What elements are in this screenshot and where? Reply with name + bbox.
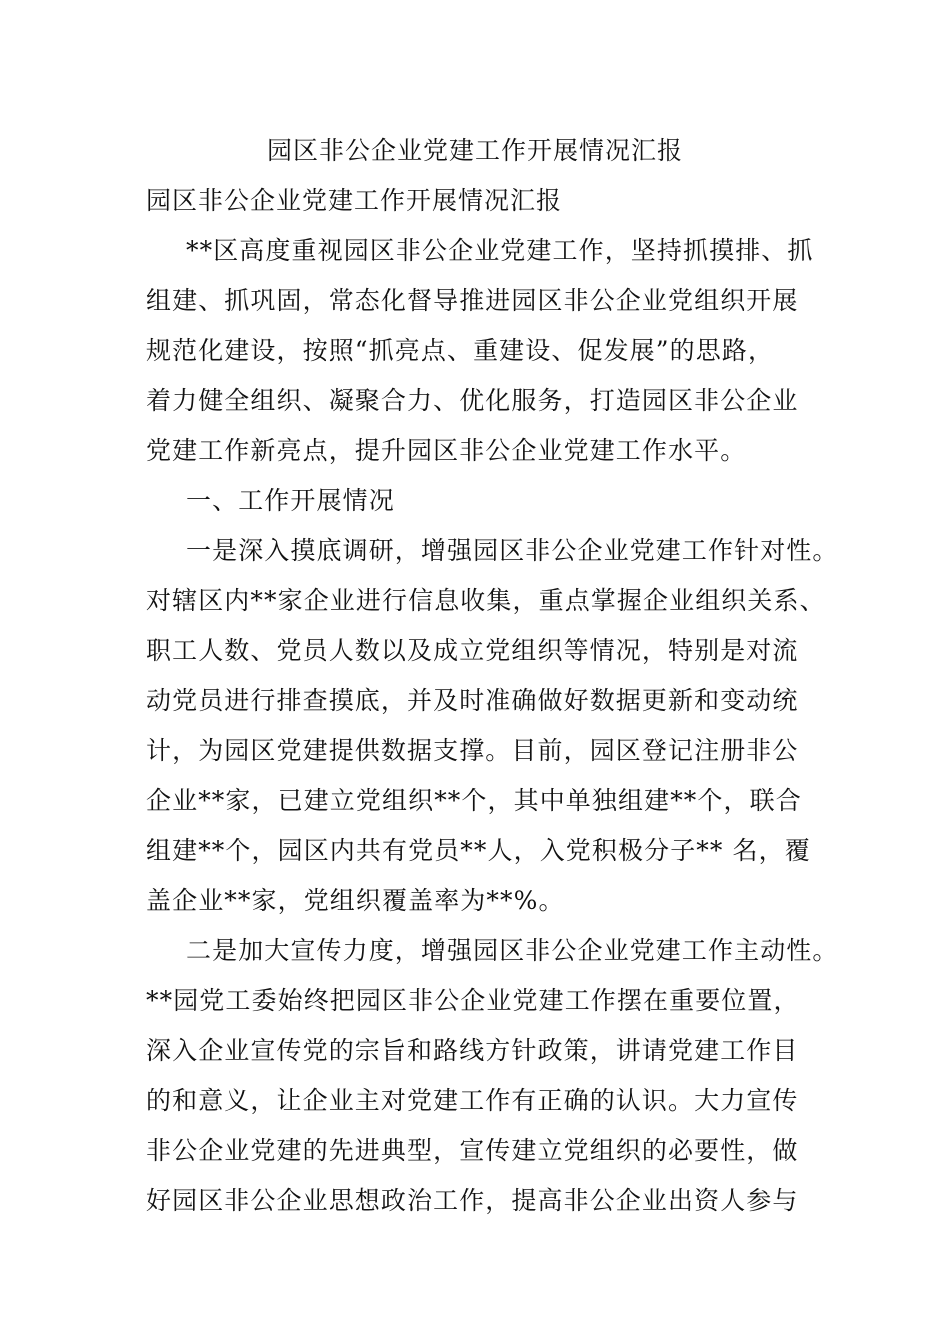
paragraph-line: 好园区非公企业思想政治工作，提高非公企业出资人参与 [146,1186,799,1215]
paragraph-line: **区高度重视园区非公企业党建工作，坚持抓摸排、抓 [186,236,814,265]
paragraph-line: 盖企业**家，党组织覆盖率为**%。 [146,886,565,915]
paragraph-line: 的和意义，让企业主对党建工作有正确的认识。大力宣传 [146,1086,799,1115]
paragraph-line: 深入企业宣传党的宗旨和路线方针政策，讲请党建工作目 [146,1036,799,1065]
paragraph-line: 计，为园区党建提供数据支撑。目前，园区登记注册非公 [146,736,799,765]
paragraph-line: 动党员进行排查摸底，并及时准确做好数据更新和变动统 [146,686,799,715]
paragraph-line: 对辖区内**家企业进行信息收集，重点掌握企业组织关系、 [146,586,826,615]
document-subtitle: 园区非公企业党建工作开展情况汇报 [146,186,563,215]
paragraph-line: 组建**个，园区内共有党员**人，入党积极分子** 名，覆 [146,836,811,865]
paragraph-line: 规范化建设，按照“抓亮点、重建设、促发展”的思路， [146,336,775,365]
paragraph-line: **园党工委始终把园区非公企业党建工作摆在重要位置， [146,986,800,1015]
paragraph-line: 一是深入摸底调研，增强园区非公企业党建工作针对性。 [186,536,839,565]
paragraph-line: 党建工作新亮点，提升园区非公企业党建工作水平。 [146,436,747,465]
section-heading: 一、工作开展情况 [186,486,395,515]
paragraph-line: 着力健全组织、凝聚合力、优化服务，打造园区非公企业 [146,386,799,415]
paragraph-line: 二是加大宣传力度，增强园区非公企业党建工作主动性。 [186,936,839,965]
paragraph-line: 组建、抓巩固，常态化督导推进园区非公企业党组织开展 [146,286,799,315]
paragraph-line: 企业**家，已建立党组织**个，其中单独组建**个，联合 [146,786,802,815]
paragraph-line: 非公企业党建的先进典型，宣传建立党组织的必要性，做 [146,1136,799,1165]
document-title: 园区非公企业党建工作开展情况汇报 [266,136,683,165]
paragraph-line: 职工人数、党员人数以及成立党组织等情况，特别是对流 [146,636,799,665]
